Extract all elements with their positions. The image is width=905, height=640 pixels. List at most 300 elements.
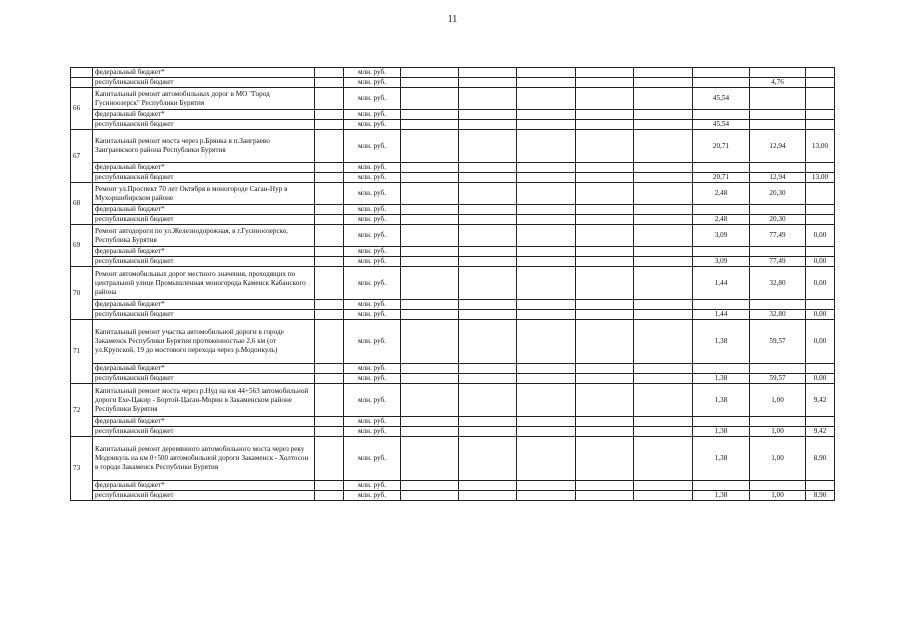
row-spacer (315, 183, 344, 205)
republic-budget-row (71, 257, 835, 267)
project-71-total-col-2 (459, 320, 517, 364)
republic-unit: млн. руб. (344, 374, 401, 384)
project-69-federal-col-8 (806, 247, 835, 257)
project-71-federal-col-1 (401, 364, 459, 374)
row-spacer (315, 257, 344, 267)
project-67-federal-col-5 (634, 163, 693, 173)
federal-unit: млн. руб. (344, 300, 401, 310)
project-68-federal-col-1 (401, 205, 459, 215)
project-68-total-col-3 (517, 183, 576, 205)
project-66-total-col-6: 45,54 (693, 88, 750, 110)
row-spacer (315, 491, 344, 501)
table-row (71, 78, 835, 88)
project-72-republic-col-3 (517, 427, 576, 437)
project-71-republic-col-7: 59,57 (750, 374, 806, 384)
row-spacer (315, 78, 344, 88)
republic-label: республиканский бюджет (93, 310, 315, 320)
table-body (71, 68, 835, 501)
project-70-federal-col-8 (806, 300, 835, 310)
row-spacer (315, 215, 344, 225)
row-spacer (315, 88, 344, 110)
project-row (71, 183, 835, 205)
federal-label: федеральный бюджет* (93, 364, 315, 374)
project-70-republic-col-1 (401, 310, 459, 320)
republic-budget-row (71, 427, 835, 437)
project-69-republic-col-1 (401, 257, 459, 267)
project-71-federal-col-5 (634, 364, 693, 374)
project-71-total-col-1 (401, 320, 459, 364)
project-name: Капитальный ремонт моста через р.Нуд на км 44+563 автомобильной дороги Ехе-Цакир - Бортой-Цаган-Морин в Закаменском районе Республики Бурятия (93, 384, 315, 417)
project-73-total-col-4 (576, 437, 634, 481)
row-spacer (315, 163, 344, 173)
project-name: Ремонт автодороги по ул.Железнодорожная, в г.Гусиноозерске, Республика Бурятия (93, 225, 315, 247)
project-66-republic-col-7 (750, 120, 806, 130)
federal-budget-row (71, 247, 835, 257)
project-72-federal-col-2 (459, 417, 517, 427)
project-68-total-col-8 (806, 183, 835, 205)
row-number (71, 68, 93, 78)
federal-budget-row (71, 364, 835, 374)
project-72-federal-col-6 (693, 417, 750, 427)
project-69-republic-col-8: 0,00 (806, 257, 835, 267)
project-72-federal-col-3 (517, 417, 576, 427)
project-67-total-col-7: 12,94 (750, 130, 806, 163)
leading-row-1-col-1 (401, 68, 459, 78)
project-71-federal-col-3 (517, 364, 576, 374)
republic-label: республиканский бюджет (93, 491, 315, 501)
project-71-republic-col-6: 1,38 (693, 374, 750, 384)
leading-row-2-col-6 (693, 78, 750, 88)
project-67-federal-col-4 (576, 163, 634, 173)
leading-row-1-col-2 (459, 68, 517, 78)
project-69-federal-col-2 (459, 247, 517, 257)
project-72-republic-col-4 (576, 427, 634, 437)
republic-budget-row (71, 374, 835, 384)
project-70-republic-col-2 (459, 310, 517, 320)
project-72-federal-col-5 (634, 417, 693, 427)
project-70-republic-col-7: 32,80 (750, 310, 806, 320)
leading-row-2-col-5 (634, 78, 693, 88)
leading-row-1-col-7 (750, 68, 806, 78)
project-73-federal-col-7 (750, 481, 806, 491)
project-68-republic-col-5 (634, 215, 693, 225)
project-67-total-col-8: 13,00 (806, 130, 835, 163)
project-66-total-col-7 (750, 88, 806, 110)
project-71-total-col-6: 1,38 (693, 320, 750, 364)
project-72-total-col-1 (401, 384, 459, 417)
project-72-total-col-3 (517, 384, 576, 417)
project-70-total-col-6: 1,44 (693, 267, 750, 300)
project-66-federal-col-4 (576, 110, 634, 120)
row-unit: млн. руб. (344, 78, 401, 88)
project-66-total-col-2 (459, 88, 517, 110)
project-67-federal-col-7 (750, 163, 806, 173)
project-66-federal-col-3 (517, 110, 576, 120)
federal-unit: млн. руб. (344, 417, 401, 427)
project-unit: млн. руб. (344, 267, 401, 300)
leading-row-2-col-7: 4,76 (750, 78, 806, 88)
project-71-total-col-4 (576, 320, 634, 364)
project-67-republic-col-6: 20,71 (693, 173, 750, 183)
project-72-republic-col-5 (634, 427, 693, 437)
republic-label: республиканский бюджет (93, 173, 315, 183)
project-72-republic-col-2 (459, 427, 517, 437)
project-68-total-col-5 (634, 183, 693, 205)
project-66-federal-col-8 (806, 110, 835, 120)
project-73-republic-col-6: 1,38 (693, 491, 750, 501)
project-name: Ремонт автомобильных дорог местного значения, проходящих по центральной улице Промышленная моногорода Каменск Кабанского района (93, 267, 315, 300)
project-71-total-col-5 (634, 320, 693, 364)
project-73-republic-col-8: 8,90 (806, 491, 835, 501)
project-68-republic-col-8 (806, 215, 835, 225)
republic-label: республиканский бюджет (93, 374, 315, 384)
project-70-total-col-4 (576, 267, 634, 300)
row-spacer (315, 267, 344, 300)
project-69-total-col-7: 77,49 (750, 225, 806, 247)
project-70-republic-col-6: 1,44 (693, 310, 750, 320)
leading-row-2-col-1 (401, 78, 459, 88)
project-70-total-col-3 (517, 267, 576, 300)
project-69-federal-col-1 (401, 247, 459, 257)
project-67-federal-col-1 (401, 163, 459, 173)
project-73-federal-col-3 (517, 481, 576, 491)
row-spacer (315, 68, 344, 78)
project-73-republic-col-3 (517, 491, 576, 501)
project-70-total-col-8: 0,00 (806, 267, 835, 300)
project-70-federal-col-3 (517, 300, 576, 310)
leading-row-1-col-5 (634, 68, 693, 78)
row-spacer (315, 225, 344, 247)
leading-row-2-col-4 (576, 78, 634, 88)
federal-budget-row (71, 110, 835, 120)
republic-unit: млн. руб. (344, 257, 401, 267)
project-name: Капитальный ремонт участка автомобильной дороги в городе Закаменск Республики Бурятия протяженностью 2,6 км (от ул.Крупской, 19 до мостового перехода через р.Модонкуль) (93, 320, 315, 364)
project-72-total-col-6: 1,38 (693, 384, 750, 417)
project-71-total-col-7: 59,57 (750, 320, 806, 364)
project-70-republic-col-8: 0,00 (806, 310, 835, 320)
project-66-total-col-3 (517, 88, 576, 110)
project-unit: млн. руб. (344, 225, 401, 247)
federal-unit: млн. руб. (344, 205, 401, 215)
row-spacer (315, 300, 344, 310)
project-69-federal-col-7 (750, 247, 806, 257)
project-73-republic-col-1 (401, 491, 459, 501)
project-73-total-col-8: 8,90 (806, 437, 835, 481)
project-72-total-col-5 (634, 384, 693, 417)
project-72-total-col-4 (576, 384, 634, 417)
project-72-federal-col-1 (401, 417, 459, 427)
project-73-federal-col-5 (634, 481, 693, 491)
project-row (71, 130, 835, 163)
project-66-federal-col-2 (459, 110, 517, 120)
project-70-total-col-1 (401, 267, 459, 300)
project-name: Капитальный ремонт моста через р.Брянка в п.Заиграево Заиграевского района Республики Бурятия (93, 130, 315, 163)
federal-unit: млн. руб. (344, 481, 401, 491)
row-spacer (315, 384, 344, 417)
project-67-republic-col-2 (459, 173, 517, 183)
project-row (71, 267, 835, 300)
federal-budget-row (71, 205, 835, 215)
project-71-republic-col-2 (459, 374, 517, 384)
project-73-federal-col-1 (401, 481, 459, 491)
project-68-federal-col-4 (576, 205, 634, 215)
project-name: Капитальный ремонт автомобильных дорог в МО "Город Гусиноозерск" Республики Бурятия (93, 88, 315, 110)
project-71-republic-col-3 (517, 374, 576, 384)
project-68-federal-col-8 (806, 205, 835, 215)
republic-label: республиканский бюджет (93, 257, 315, 267)
project-67-total-col-2 (459, 130, 517, 163)
project-71-republic-col-1 (401, 374, 459, 384)
row-number (71, 78, 93, 88)
project-row (71, 225, 835, 247)
federal-label: федеральный бюджет* (93, 300, 315, 310)
federal-label: федеральный бюджет* (93, 247, 315, 257)
row-spacer (315, 205, 344, 215)
leading-row-1-col-8 (806, 68, 835, 78)
project-66-federal-col-5 (634, 110, 693, 120)
project-73-republic-col-4 (576, 491, 634, 501)
project-67-federal-col-8 (806, 163, 835, 173)
project-66-total-col-5 (634, 88, 693, 110)
project-69-federal-col-5 (634, 247, 693, 257)
project-row (71, 320, 835, 364)
row-spacer (315, 130, 344, 163)
page-number: 11 (447, 14, 458, 25)
project-69-republic-col-4 (576, 257, 634, 267)
project-73-federal-col-8 (806, 481, 835, 491)
leading-row-2-col-3 (517, 78, 576, 88)
project-68-republic-col-4 (576, 215, 634, 225)
project-number: 66 (71, 88, 93, 130)
project-72-total-col-2 (459, 384, 517, 417)
project-66-republic-col-4 (576, 120, 634, 130)
project-68-republic-col-6: 2,48 (693, 215, 750, 225)
project-number: 70 (71, 267, 93, 320)
project-number: 72 (71, 384, 93, 437)
project-71-total-col-8: 0,00 (806, 320, 835, 364)
project-number: 67 (71, 130, 93, 183)
leading-row-2-col-2 (459, 78, 517, 88)
project-68-federal-col-2 (459, 205, 517, 215)
project-67-federal-col-6 (693, 163, 750, 173)
republic-budget-row (71, 173, 835, 183)
project-71-republic-col-8: 0,00 (806, 374, 835, 384)
project-73-republic-col-5 (634, 491, 693, 501)
republic-unit: млн. руб. (344, 215, 401, 225)
project-67-total-col-6: 20,71 (693, 130, 750, 163)
project-70-federal-col-2 (459, 300, 517, 310)
project-73-republic-col-7: 1,00 (750, 491, 806, 501)
project-71-federal-col-7 (750, 364, 806, 374)
row-spacer (315, 481, 344, 491)
project-67-total-col-3 (517, 130, 576, 163)
project-unit: млн. руб. (344, 437, 401, 481)
project-66-federal-col-7 (750, 110, 806, 120)
project-69-republic-col-2 (459, 257, 517, 267)
leading-row-1-col-4 (576, 68, 634, 78)
republic-unit: млн. руб. (344, 120, 401, 130)
project-70-total-col-2 (459, 267, 517, 300)
project-69-republic-col-3 (517, 257, 576, 267)
project-73-federal-col-6 (693, 481, 750, 491)
project-70-federal-col-5 (634, 300, 693, 310)
federal-label: федеральный бюджет* (93, 481, 315, 491)
project-68-federal-col-3 (517, 205, 576, 215)
federal-label: федеральный бюджет* (93, 205, 315, 215)
leading-row-2-col-8 (806, 78, 835, 88)
project-number: 68 (71, 183, 93, 225)
project-66-republic-col-8 (806, 120, 835, 130)
row-unit: млн. руб. (344, 68, 401, 78)
project-66-total-col-1 (401, 88, 459, 110)
republic-label: республиканский бюджет (93, 427, 315, 437)
project-70-federal-col-7 (750, 300, 806, 310)
project-71-republic-col-4 (576, 374, 634, 384)
project-69-total-col-1 (401, 225, 459, 247)
project-69-total-col-8: 0,00 (806, 225, 835, 247)
project-72-federal-col-4 (576, 417, 634, 427)
project-70-republic-col-3 (517, 310, 576, 320)
project-name: Ремонт ул.Проспект 70 лет Октября в моногороде Саган-Нур в Мухоршибирском районе (93, 183, 315, 205)
project-69-total-col-4 (576, 225, 634, 247)
project-66-total-col-8 (806, 88, 835, 110)
federal-label: федеральный бюджет* (93, 110, 315, 120)
project-68-republic-col-1 (401, 215, 459, 225)
project-70-total-col-5 (634, 267, 693, 300)
project-unit: млн. руб. (344, 320, 401, 364)
republic-unit: млн. руб. (344, 310, 401, 320)
project-66-republic-col-6: 45,54 (693, 120, 750, 130)
project-unit: млн. руб. (344, 130, 401, 163)
federal-budget-row (71, 300, 835, 310)
federal-label: федеральный бюджет* (93, 163, 315, 173)
project-71-federal-col-6 (693, 364, 750, 374)
project-68-total-col-1 (401, 183, 459, 205)
project-69-total-col-3 (517, 225, 576, 247)
project-67-total-col-4 (576, 130, 634, 163)
row-label: республиканский бюджет (93, 78, 315, 88)
republic-label: республиканский бюджет (93, 215, 315, 225)
row-spacer (315, 427, 344, 437)
row-label: федеральный бюджет* (93, 68, 315, 78)
project-69-republic-col-7: 77,49 (750, 257, 806, 267)
project-67-republic-col-5 (634, 173, 693, 183)
row-spacer (315, 374, 344, 384)
project-70-republic-col-5 (634, 310, 693, 320)
project-66-total-col-4 (576, 88, 634, 110)
row-spacer (315, 437, 344, 481)
republic-budget-row (71, 215, 835, 225)
project-67-federal-col-3 (517, 163, 576, 173)
project-72-total-col-7: 1,00 (750, 384, 806, 417)
republic-unit: млн. руб. (344, 427, 401, 437)
row-spacer (315, 120, 344, 130)
project-number: 69 (71, 225, 93, 267)
republic-unit: млн. руб. (344, 491, 401, 501)
project-68-republic-col-7: 20,30 (750, 215, 806, 225)
project-73-federal-col-2 (459, 481, 517, 491)
project-66-federal-col-1 (401, 110, 459, 120)
project-69-republic-col-6: 3,09 (693, 257, 750, 267)
row-spacer (315, 364, 344, 374)
republic-budget-row (71, 310, 835, 320)
republic-label: республиканский бюджет (93, 120, 315, 130)
row-spacer (315, 173, 344, 183)
row-spacer (315, 320, 344, 364)
project-72-federal-col-8 (806, 417, 835, 427)
project-66-republic-col-1 (401, 120, 459, 130)
project-70-total-col-7: 32,80 (750, 267, 806, 300)
row-spacer (315, 310, 344, 320)
project-unit: млн. руб. (344, 183, 401, 205)
row-spacer (315, 110, 344, 120)
project-68-federal-col-5 (634, 205, 693, 215)
project-72-republic-col-7: 1,00 (750, 427, 806, 437)
project-67-republic-col-3 (517, 173, 576, 183)
project-72-total-col-8: 9,42 (806, 384, 835, 417)
project-70-federal-col-4 (576, 300, 634, 310)
project-73-total-col-7: 1,00 (750, 437, 806, 481)
project-70-federal-col-1 (401, 300, 459, 310)
project-72-republic-col-6: 1,38 (693, 427, 750, 437)
republic-budget-row (71, 491, 835, 501)
project-67-total-col-5 (634, 130, 693, 163)
project-69-total-col-2 (459, 225, 517, 247)
project-68-total-col-2 (459, 183, 517, 205)
project-72-federal-col-7 (750, 417, 806, 427)
project-67-republic-col-4 (576, 173, 634, 183)
project-row (71, 437, 835, 481)
project-67-federal-col-2 (459, 163, 517, 173)
project-67-republic-col-1 (401, 173, 459, 183)
project-68-total-col-4 (576, 183, 634, 205)
federal-unit: млн. руб. (344, 364, 401, 374)
federal-unit: млн. руб. (344, 163, 401, 173)
project-69-total-col-6: 3,09 (693, 225, 750, 247)
project-68-total-col-7: 20,30 (750, 183, 806, 205)
project-68-federal-col-7 (750, 205, 806, 215)
budget-table (70, 67, 835, 501)
project-73-total-col-3 (517, 437, 576, 481)
project-row (71, 88, 835, 110)
project-70-republic-col-4 (576, 310, 634, 320)
project-name: Капитальный ремонт деревянного автомобильного моста через реку Модонкуль на км 0+500 автомобильной дороги Закаменск - Холтосон в городе Закаменск Республики Бурятия (93, 437, 315, 481)
federal-budget-row (71, 481, 835, 491)
project-number: 73 (71, 437, 93, 501)
project-67-total-col-1 (401, 130, 459, 163)
project-69-federal-col-4 (576, 247, 634, 257)
project-73-total-col-1 (401, 437, 459, 481)
project-70-federal-col-6 (693, 300, 750, 310)
project-68-republic-col-3 (517, 215, 576, 225)
federal-unit: млн. руб. (344, 247, 401, 257)
project-69-republic-col-5 (634, 257, 693, 267)
project-66-republic-col-2 (459, 120, 517, 130)
project-69-federal-col-3 (517, 247, 576, 257)
project-unit: млн. руб. (344, 88, 401, 110)
project-68-republic-col-2 (459, 215, 517, 225)
project-73-republic-col-2 (459, 491, 517, 501)
project-number: 71 (71, 320, 93, 384)
project-66-republic-col-3 (517, 120, 576, 130)
republic-unit: млн. руб. (344, 173, 401, 183)
row-spacer (315, 417, 344, 427)
project-68-federal-col-6 (693, 205, 750, 215)
project-72-republic-col-1 (401, 427, 459, 437)
leading-row-1-col-3 (517, 68, 576, 78)
project-71-federal-col-2 (459, 364, 517, 374)
project-73-total-col-5 (634, 437, 693, 481)
